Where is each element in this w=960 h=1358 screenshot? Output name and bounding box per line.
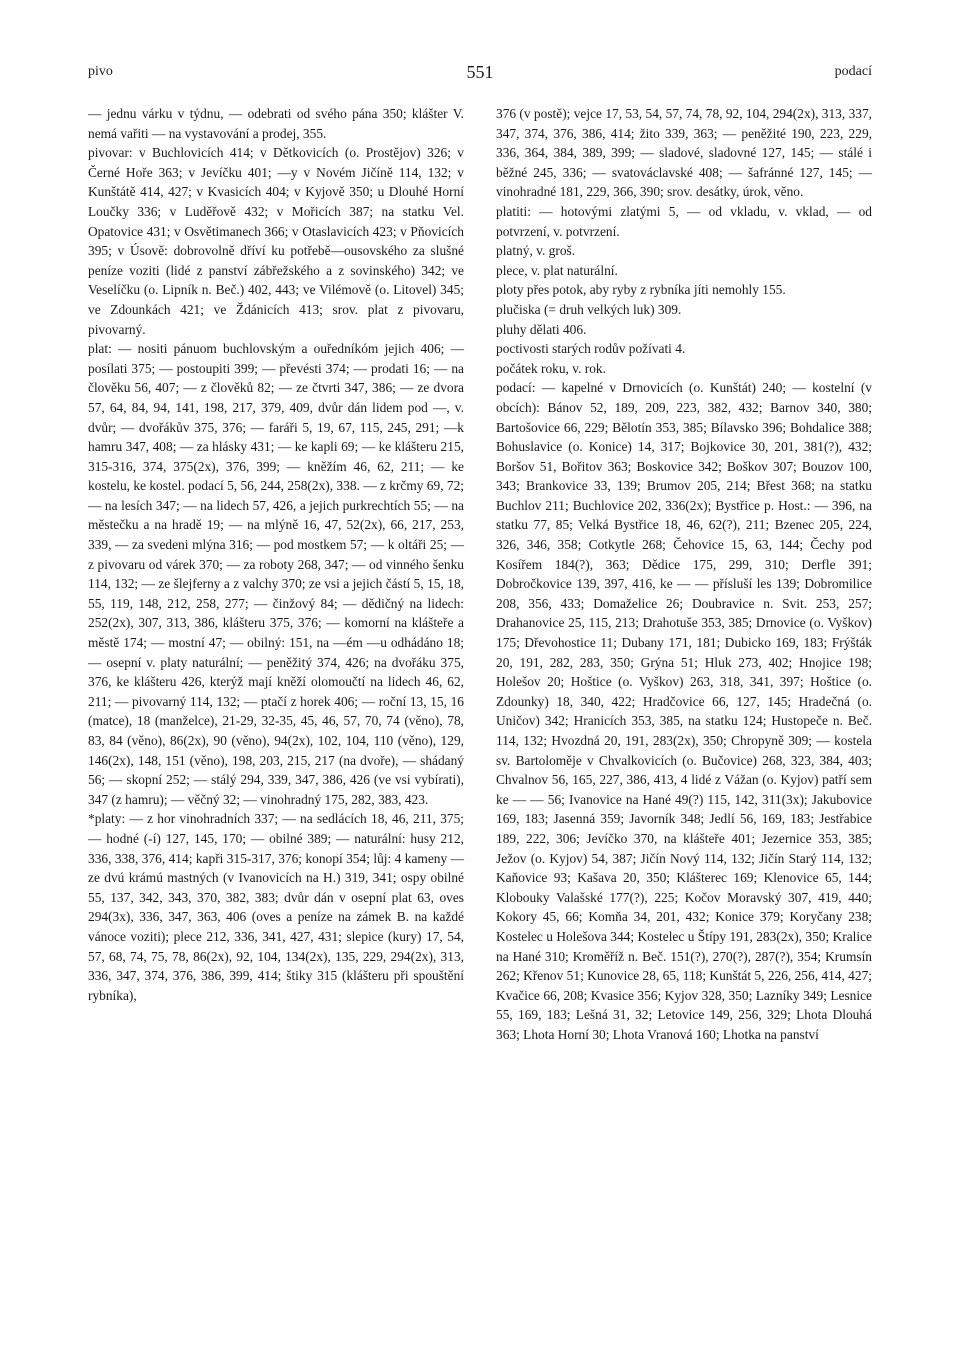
index-entry: — jednu várku v týdnu, — odebrati od svého pána 350; klášter V. nemá vařiti — na vystavování a prodej, 355. — [88, 106, 464, 141]
left-column — [88, 104, 464, 1005]
index-entry-pocatek: počátek roku, v. rok. — [496, 360, 606, 376]
index-entry-plece: plece, v. plat naturální. — [496, 262, 618, 278]
index-entry-platiti: platiti: — hotovými zlatými 5, — od vkladu, v. vklad, — od potvrzení, v. potvrzení. — [496, 203, 872, 239]
index-entry-ploty: ploty přes potok, aby ryby z rybníka jíti nemohly 155. — [496, 282, 786, 298]
index-entry-poctivosti: poctivosti starých rodův požívati 4. — [496, 341, 686, 357]
page-number: 551 — [466, 62, 494, 82]
index-entry-plat: plat: — nositi pánuom buchlovským a ouředníkóm jejich 406; — posílati 375; — postoupiti 399; — převésti 374; — prodati 16; — na člověku 56, 407; — z člověků 82; — ze čtvrti 347, 386; — ze dvora 57, 64, 84, 94, 141, 198, 217, 379, 409, dvůr dán lidem pod —, v. dvůr; — dvořákův 375, 376; — faráři 5, 19, 67, 115, 245, 291; —k hamru 347, 408; — za hlásky 431; — ke kapli 69; — ke klášteru 215, 315-316, 374, 375(2x), 376, 399; — kněžím 46, 62, 211; — ke kostelu, ke kostel. podací 5, 56, 244, 258(2x), 338. — z krčmy 69, 72; — na lesích 347; — na lidech 57, 426, a jejich purkrechtích 55; — na městečku a na hradě 19; — na mlýně 16, 47, 52(2x), 66, 217, 253, 339, — za svedeni mlýna 316; — pod mostkem 57; — k oltáři 25; — z pivovaru od várek 370; — za roboty 268, 347; — od vinného šenku 114, 132; — ze šlejferny a z valchy 370; ze vsi a jejich částí 5, 15, 18, 55, 119, 148, 212, 258, 277; — činžový 84; — dědičný na lidech: 252(2x), 307, 313, 386, klášteru 375, 376; — komorní na klášteře a městě 174; — mostní 47; — obilný: 151, na —ém —u odhádáno 18; — osepní v. platy naturální; — peněžitý 374, 426; na dvořáku 375, 376, ke klášteru 426, kterýž mají kněží olomoučtí na lidech 46, 62, 211; — pivovarný 114, 132; — ptačí z horek 406; — roční 13, 15, 16 (matce), 18 (manželce), 21-29, 32-35, 45, 46, 57, 70, 74 (věno), 78, 83, 84 (věno), 86(2x), 90 (věno), 94(2x), 102, 104, 110 (věno), 129, 146(2x), 148, 151 (věno), 198, 203, 215, 217 (na dvoře), — shádaný 56; — skopní 252; — stálý 294, 339, 347, 386, 426 (ve vsi vybírati), 347 (z hamru); — věčný 32; — vinohradný 175, 282, 383, 423. — [88, 341, 464, 807]
running-head-left: pivo — [88, 64, 113, 79]
right-column — [496, 104, 872, 1045]
running-head-right: podací — [834, 64, 872, 79]
index-entry-pluciska: plučiska (= druh velkých luk) 309. — [496, 301, 682, 317]
index-entry-platy: *platy: — z hor vinohradních 337; — na sedlácích 18, 46, 211, 375; — hodné (-í) 127, 145, 170; — obilné 389; — naturální: husy 212, 336, 338, 376, 414; kapři 315-317, 376; konopí 354; lůj: 4 kameny — ze dvú krámú mastných (v Ivanovicích na H.) 319, 341; ospy obilné 55, 137, 342, 343, 370, 382, 383; dvůr dán v osepní plat 63, oves 294(3x), 336, 347, 363, 406 (oves a peníze na zámek B. na každé vánoce voziti); plece 212, 336, 341, 427, 431; slepice (kury) 17, 54, 57, 68, 74, 75, 78, 86(2x), 92, 104, 134(2x), 135, 229, 294(2x), 313, 336, 347, 374, 376, 386, 399, 414; štiky 315 (klášteru při spouštění rybníka), — [88, 811, 464, 1003]
index-entry: 376 (v postě); vejce 17, 53, 54, 57, 74, 78, 92, 104, 294(2x), 313, 337, 347, 374, 376, 386, 414; žito 339, 363; — peněžité 190, 223, 229, 336, 364, 384, 389, 399; — sladové, sladovné 127, 145; — stálé i běžné 245, 336; — svatováclavské 408; — šafránné 127, 145; — vinohradné 181, 229, 366, 390; srov. desátky, úrok, věno. — [496, 106, 873, 200]
index-entry-platny: platný, v. groš. — [496, 243, 576, 259]
index-entry-pluhy: pluhy dělati 406. — [496, 321, 587, 337]
index-entry-podaci: podací: — kapelné v Drnovicích (o. Kunštát) 240; — kostelní (v obcích): Bánov 52, 189, 209, 223, 382, 432; Barnov 340, 380; Bartošovice 66, 229; Bělotín 353, 385; Bílavsko 396; Bohdalice 388; Bohuslavice (o. Konice) 14, 317; Bojkovice 30, 201, 381(?), 432; Boršov 51, Bořitov 363; Boskovice 342; Boškov 307; Bouzov 100, 343; Brankovice 33, 139; Brumov 205, 214; Břest 368; na statku Buchlov 211; Buchlovice 202, 336(2x); Bystřice p. Host.: — 396, na statku 77, 85; Velká Bystřice 18, 46, 62(?), 211; Bzenec 205, 224, 326, 346, 358; Cotkytle 268; Čehovice 15, 63, 144; Čechy pod Kosířem 184(?), 363; Dědice 175, 299, 310; Derfle 391; Dobročkovice 139, 397, 416, ke — — přísluší les 139; Dobromilice 208, 356, 433; Domaželice 26; Doubravice n. Svit. 253, 257; Drahanovice 25, 115, 213; Drahotuše 353, 385; Drnovice (o. Vyškov) 175; Dřevohostice 11; Dubany 171, 181; Dubicko 169, 183; Frýšták 20, 191, 282, 283, 350; Grýna 51; Hluk 273, 402; Hnojice 198; Holešov 20; Hoštice (o. Vyškov) 263, 318, 341, 397; Hoštice (o. Zdounky) 18, 340, 422; Hradčovice 66, 127, 145; Hradečná (o. Uničov) 342; Hranicích 353, 385, na statku 124; Hustopeče n. Beč. 114, 132; Hvozdná 20, 191, 283(2x), 350; Chropyně 309; — kostela sv. Bartoloměje v Chvalkovicích (o. Bučovice) 268, 323, 384, 403; Chvalnov 56, 165, 227, 386, 413, 4 lidé z Vážan (o. Kyjov) patří sem ke — — 56; Ivanovice na Hané 49(?) 115, 142, 311(3x); Jakubovice 169, 183; Jasenná 359; Javorník 348; Jedlí 56, 169, 183; Jestřabice 189, 222, 306; Jevíčko 370, na klášteře 401; Jezernice 353, 385; Ježov (o. Kyjov) 54, 387; Jičín Nový 114, 132; Jičín Starý 114, 132; Kaňovice 93; Kašava 20, 350; Klášterec 169; Klenovice 65, 144; Klobouky Valašské 177(?), 225; Kočov Moravský 307, 419, 440; Kokory 45, 66; Komňa 34, 201, 432; Konice 379; Koryčany 238; Kostelec u Holešova 344; Kostelec u Štípy 191, 283(2x), 350; Kralice na Hané 310; Kroměříž n. Beč. 151(?), 270(?), 287(?), 354; Krumsín 262; Křenov 51; Kunovice 28, 65, 118; Kunštát 5, 226, 256, 414, 427; Kvačice 66, 208; Kvasice 356; Kyjov 328, 350; Lazníky 349; Lesnice 55, 169, 183; Lešná 31, 32; Letovice 149, 256, 329; Lhota Dlouhá 363; Lhota Horní 30; Lhota Vranová 160; Lhotka na panství — [496, 380, 872, 1042]
page-header — [88, 62, 872, 88]
index-entry-pivovar: pivovar: v Buchlovicích 414; v Dětkovicích (o. Prostějov) 326; v Černé Hoře 363; v Jevíčku 401; —y v Novém Jičíně 114, 132; v Kunštátě 414, 427; v Kvasicích 404; v Kyjově 350; u Dlouhé Horní Loučky 336; v Luděřově 432; v Mořicích 387; na statku Vel. Opatovice 431; v Osvětimanech 366; v Otaslavicích 423; v Pňovicích 395; v Úsově: dobrovolně dříví ku potřebě—ousovského za slušné peníze voziti (lidé z panství zábřežského a z sovinského) 342; ve Veselíčku (o. Lipník n. Beč.) 402, 443; ve Vilémově (o. Litovel) 345; ve Zdounkách 421; ve Ždánicích 413; srov. plat z pivovaru, pivovarný. — [88, 145, 464, 337]
